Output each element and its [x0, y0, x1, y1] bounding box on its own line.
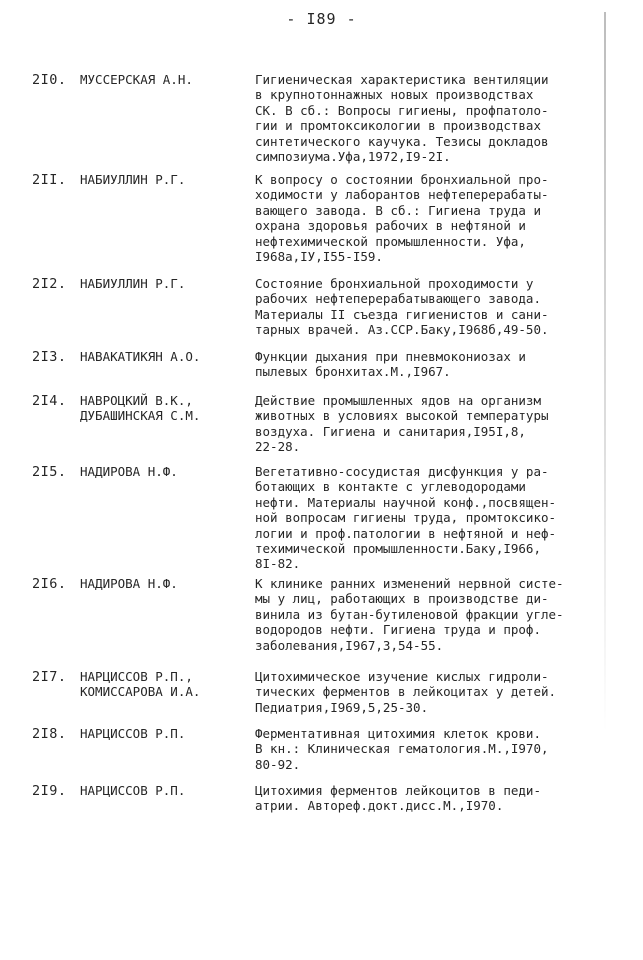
entry-citation	[255, 576, 607, 653]
entry-citation	[255, 726, 607, 772]
entry-citation	[255, 276, 607, 338]
citation-line: В кн.: Клиническая гематология.М.,I970,	[255, 741, 549, 757]
citation-line: СК. В сб.: Вопросы гигиены, профпатоло-	[255, 102, 549, 118]
citation-line: Цитохимия ферментов лейкоцитов в педи-	[255, 783, 541, 798]
citation-line: техимической промышленности.Баку,I966,	[255, 541, 541, 557]
citation-line: Ферментативная цитохимия клеток крови.	[255, 726, 541, 741]
entry-number: 2II.	[32, 172, 67, 188]
entry-author: НАДИРОВА Н.Ф.	[80, 464, 178, 479]
citation-line: заболевания,I967,3,54-55.	[255, 637, 444, 653]
citation-line: логии и проф.патологии в нефтяной и неф-	[255, 525, 557, 541]
entry-citation	[255, 72, 607, 164]
entry-authors	[80, 669, 245, 699]
entry-author: НАРЦИССОВ Р.П.,	[80, 669, 193, 684]
entry-number: 2I0.	[32, 72, 67, 88]
entry-number: 2I7.	[32, 669, 67, 685]
entry-authors	[80, 349, 245, 364]
citation-line: охрана здоровья рабочих в нефтяной и	[255, 218, 526, 234]
citation-line: Вегетативно-сосудистая дисфункция у ра-	[255, 464, 549, 479]
entry-authors	[80, 576, 245, 591]
citation-line: гии и промтоксикологии в производствах	[255, 118, 541, 134]
citation-line: Цитохимическое изучение кислых гидроли-	[255, 669, 549, 684]
entry-author: КОМИССАРОВА И.А.	[80, 684, 201, 699]
citation-line: в крупнотоннажных новых производствах	[255, 87, 534, 103]
page-number: - I89 -	[286, 10, 357, 28]
entry-authors	[80, 393, 245, 423]
citation-line: водородов нефти. Гигиена труда и проф.	[255, 622, 541, 638]
citation-line: Функции дыхания при пневмокониозах и	[255, 349, 526, 364]
citation-line: вающего завода. В сб.: Гигиена труда и	[255, 202, 541, 218]
citation-line: пылевых бронхитах.М.,I967.	[255, 364, 451, 380]
citation-line: рабочих нефтеперерабатывающего завода.	[255, 291, 541, 307]
entry-author: МУССЕРСКАЯ А.Н.	[80, 72, 193, 87]
entry-citation	[255, 393, 607, 455]
citation-line: ной вопросам гигиены труда, промтоксико-	[255, 510, 557, 526]
citation-line: 22-28.	[255, 439, 301, 455]
entry-authors	[80, 172, 245, 187]
citation-line: тарных врачей. Аз.ССР.Баку,I968б,49-50.	[255, 322, 549, 338]
citation-line: ходимости у лаборантов нефтеперерабаты-	[255, 187, 549, 203]
citation-line: тических ферментов в лейкоцитах у детей.	[255, 684, 557, 700]
entry-number: 2I5.	[32, 464, 67, 480]
citation-line: нефти. Материалы научной конф.,посвящен-	[255, 494, 557, 510]
citation-line: нефтехимической промышленности. Уфа,	[255, 233, 526, 249]
citation-line: ботающих в контакте с углеводородами	[255, 479, 526, 495]
entry-authors	[80, 276, 245, 291]
citation-line: 80-92.	[255, 756, 301, 772]
entry-author: НАВРОЦКИЙ В.К.,	[80, 393, 193, 408]
citation-line: воздуха. Гигиена и санитария,I95I,8,	[255, 423, 526, 439]
entry-author: НАВАКАТИКЯН А.О.	[80, 349, 201, 364]
entry-citation	[255, 783, 607, 814]
citation-line: Гигиеническая характеристика вентиляции	[255, 72, 549, 87]
citation-line: атрии. Автореф.докт.дисс.М.,I970.	[255, 798, 504, 814]
entry-number: 2I2.	[32, 276, 67, 292]
citation-line: I968а,IУ,I55-I59.	[255, 249, 383, 265]
citation-line: Состояние бронхиальной проходимости у	[255, 276, 534, 291]
entry-author: ДУБАШИНСКАЯ С.М.	[80, 408, 201, 423]
citation-line: 8I-82.	[255, 556, 301, 572]
entry-citation	[255, 349, 607, 380]
entry-authors	[80, 464, 245, 479]
citation-line: животных в условиях высокой температуры	[255, 408, 549, 424]
citation-line: Материалы II съезда гигиенистов и сани-	[255, 306, 549, 322]
entry-authors	[80, 783, 245, 798]
entry-number: 2I9.	[32, 783, 67, 799]
citation-line: симпозиума.Уфа,1972,I9-2I.	[255, 149, 451, 165]
entry-number: 2I6.	[32, 576, 67, 592]
entry-authors	[80, 72, 245, 87]
citation-line: Действие промышленных ядов на организм	[255, 393, 541, 408]
entry-author: НАРЦИССОВ Р.П.	[80, 726, 186, 741]
entry-citation	[255, 669, 607, 715]
entry-number: 2I3.	[32, 349, 67, 365]
citation-line: синтетического каучука. Тезисы докладов	[255, 133, 549, 149]
citation-line: мы у лиц, работающих в производстве ди-	[255, 591, 549, 607]
entry-author: НАРЦИССОВ Р.П.	[80, 783, 186, 798]
citation-line: Педиатрия,I969,5,25-30.	[255, 699, 429, 715]
entry-authors	[80, 726, 245, 741]
entry-author: НАБИУЛЛИН Р.Г.	[80, 172, 186, 187]
entry-citation	[255, 464, 607, 572]
citation-line: К клинике ранних изменений нервной систе-	[255, 576, 564, 591]
entry-author: НАДИРОВА Н.Ф.	[80, 576, 178, 591]
entry-author: НАБИУЛЛИН Р.Г.	[80, 276, 186, 291]
entry-citation	[255, 172, 607, 264]
entry-number: 2I4.	[32, 393, 67, 409]
citation-line: К вопросу о состоянии бронхиальной про-	[255, 172, 549, 187]
citation-line: винила из бутан-бутиленовой фракции угле-	[255, 606, 564, 622]
entry-number: 2I8.	[32, 726, 67, 742]
